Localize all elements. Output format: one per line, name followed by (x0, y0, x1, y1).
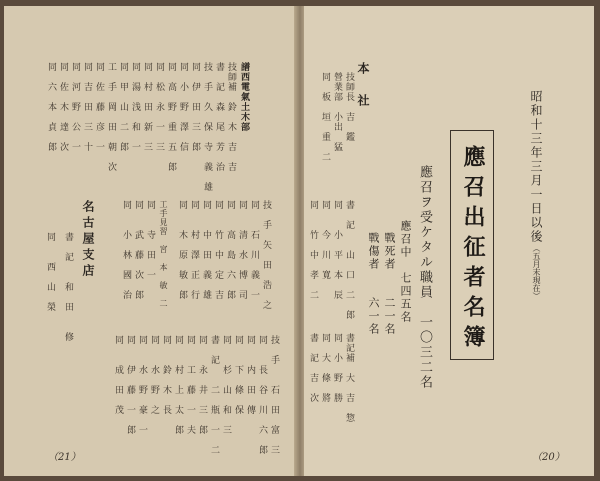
list-item: 同 小 林 國 治 (121, 200, 131, 300)
list-item: 同 吉 田 三 十 (82, 62, 92, 152)
stat-value: 七四五名 (399, 272, 412, 324)
list-item: 技 手 久 保 寺 義 雄 (202, 62, 212, 192)
list-item: 同 小 野 澤 信 (178, 62, 188, 152)
list-item: 同 清 水 博 司 (237, 200, 247, 300)
list-item: 同 佐 藤 彦 一 (94, 62, 104, 152)
list-item: 同 伊 藤 一 郎 (125, 335, 135, 435)
list-item: 同 小 平 本 辰 (332, 200, 342, 300)
stat-label: 戰死者 (383, 232, 396, 271)
list-item: 同 石 川 義 一 (249, 200, 259, 300)
list-item: 同 内 田 傳 (245, 335, 255, 415)
page-number-right: （20） (532, 452, 565, 463)
list-item: 技師補 鈴 木 吉 吉 (226, 62, 236, 172)
date-note: （五月末現在） (532, 244, 541, 300)
list-item: 同 木 原 敏 郎 (177, 200, 187, 300)
total-staff-called (415, 165, 434, 390)
list-item: 技 手 矢 田 浩 之 (261, 200, 271, 310)
list-item: 書 記 吉 次 (308, 333, 318, 403)
list-item: 同 村 田 新 三 (142, 62, 152, 152)
stat-item-active (397, 220, 413, 324)
list-item: 同 河 野 公 一 (70, 62, 80, 152)
list-item: 同 水 野 豪 一 (137, 335, 147, 435)
list-item: 同 高 野 重 五 郎 (166, 62, 176, 172)
list-item: 同 工 藤 一 夫 (185, 335, 195, 435)
list-item: 同 佐 木 達 次 (58, 62, 68, 152)
stat-value: 六一名 (367, 297, 380, 336)
stat-label: 戰傷者 (367, 232, 380, 271)
section-civil-engineering: 譜西電氣土木部 (239, 62, 249, 132)
list-item: 同 村 澤 正 行 (189, 200, 199, 300)
date-text: 昭和十三年三月一日以後 (529, 90, 543, 244)
list-item: 同 六 本 貞 郎 (46, 62, 56, 152)
list-item: 同 鈴 木 長 (161, 335, 171, 415)
stat-label: 應召中 (399, 220, 412, 259)
stat-value: 二一名 (383, 297, 396, 336)
total-label: 應召ヲ受ケタル職員 (417, 165, 432, 300)
list-item: 同 武 藤 次 郎 (133, 200, 143, 300)
date-line (528, 90, 545, 300)
page-title: 應召出征者名簿 (460, 145, 486, 355)
list-item: 書 記 山 口 二 郎 (344, 200, 354, 320)
list-item: 技 手 石 田 富 三 (269, 335, 279, 455)
list-item: 同 中 田 義 雄 (201, 200, 211, 300)
list-item: 同 小 野 勝 (332, 333, 342, 403)
list-item: 書 記 和 田 修 (63, 232, 73, 342)
section-nagoya-branch: 名古屋支店 (81, 200, 95, 280)
list-item: 書 記 二 瓶 一 二 (209, 335, 219, 455)
list-item: 同 下 條 保 (233, 335, 243, 415)
list-item: 同 板 垣 重 二 (320, 72, 330, 162)
list-item: 同 西 山 榮 (45, 232, 55, 312)
list-item: 同 甲 山 二 郎 (118, 62, 128, 152)
list-item: 同 松 永 一 三 (154, 62, 164, 152)
list-item: 同 竹 中 定 吉 (213, 200, 223, 300)
list-item: 同 伊 田 三 郎 (190, 62, 200, 152)
list-item: 同 長 谷 川 六 郎 (257, 335, 267, 455)
stat-item-wounded (365, 232, 381, 336)
section-head-office: 本 社 (356, 62, 370, 110)
list-item: 同 成 田 茂 (113, 335, 123, 415)
list-item: 書記補 大 吉 惣 (344, 333, 354, 423)
list-item: 同 湯 浅 和 一 (130, 62, 140, 152)
list-item: 同 寺 田 一 (145, 200, 155, 280)
list-item: 營業部 小出 猛 (332, 72, 342, 152)
list-item: 同 大 條 將 (320, 333, 330, 403)
list-item: 技師長 吉 鑑 (344, 72, 354, 142)
list-item: 同 永 井 三 郎 (197, 335, 207, 435)
list-item: 工 手 岡 田 朝 次 (106, 62, 116, 172)
list-item: 同 杉 山 和 三 (221, 335, 231, 435)
list-item: 工手見習 宮 本 敏 二 (159, 200, 168, 308)
page-number-left: （21） (48, 452, 81, 463)
list-item: 同 竹 中 孝 二 (308, 200, 318, 300)
list-item: 同 水 野 之 (149, 335, 159, 415)
list-item: 書 記 森 尾 芳 治 (214, 62, 224, 172)
stat-item-killed (381, 232, 397, 336)
list-item: 同 高 島 六 郎 (225, 200, 235, 300)
list-item: 同 今 川 寬 (320, 200, 330, 280)
total-value: 一〇三二名 (417, 315, 432, 390)
list-item: 同 村 上 太 郎 (173, 335, 183, 435)
